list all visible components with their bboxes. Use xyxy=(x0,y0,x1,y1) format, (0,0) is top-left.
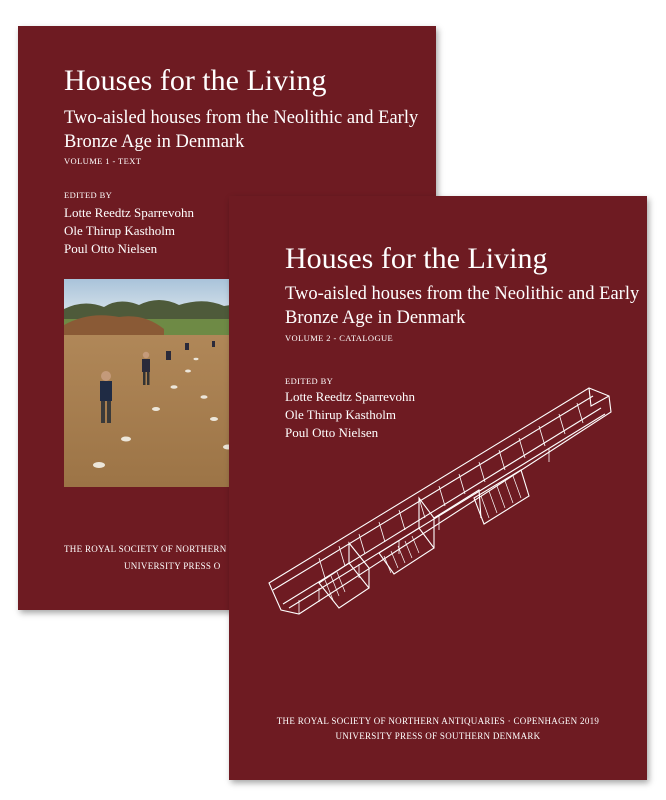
editor-name: Lotte Reedtz Sparrevohn xyxy=(64,205,194,220)
editor-name: Poul Otto Nielsen xyxy=(285,425,379,440)
volume-1-title: Houses for the Living xyxy=(64,64,327,97)
editor-name: Ole Thirup Kastholm xyxy=(64,223,175,238)
volume-1-publisher-line-2: UNIVERSITY PRESS O xyxy=(124,561,221,571)
volume-1-edited-by: EDITED BY xyxy=(64,190,113,200)
volume-1-subtitle: Two-aisled houses from the Neolithic and Early Bronze Age in Denmark xyxy=(64,108,419,152)
volume-2-subtitle: Two-aisled houses from the Neolithic and Early Bronze Age in Denmark xyxy=(285,284,640,328)
volume-2-label: VOLUME 2 - CATALOGUE xyxy=(285,333,394,343)
volume-2-publisher-line-2: UNIVERSITY PRESS OF SOUTHERN DENMARK xyxy=(335,731,541,741)
volume-1-publisher-line-1: THE ROYAL SOCIETY OF NORTHERN xyxy=(64,544,227,554)
volume-1-label: VOLUME 1 - TEXT xyxy=(64,156,142,166)
longhouse-drawing xyxy=(259,378,629,618)
editor-name: Lotte Reedtz Sparrevohn xyxy=(285,389,415,404)
editor-name: Ole Thirup Kastholm xyxy=(285,407,396,422)
volume-2-cover xyxy=(229,196,647,780)
volume-2-title: Houses for the Living xyxy=(285,242,548,275)
editor-name: Poul Otto Nielsen xyxy=(64,241,158,256)
volume-2-edited-by: EDITED BY xyxy=(285,376,334,386)
volume-1-editors xyxy=(64,204,194,258)
volume-2-publisher-line-1: THE ROYAL SOCIETY OF NORTHERN ANTIQUARIES · COPENHAGEN 2019 xyxy=(276,716,600,726)
excavation-photo xyxy=(64,279,244,487)
